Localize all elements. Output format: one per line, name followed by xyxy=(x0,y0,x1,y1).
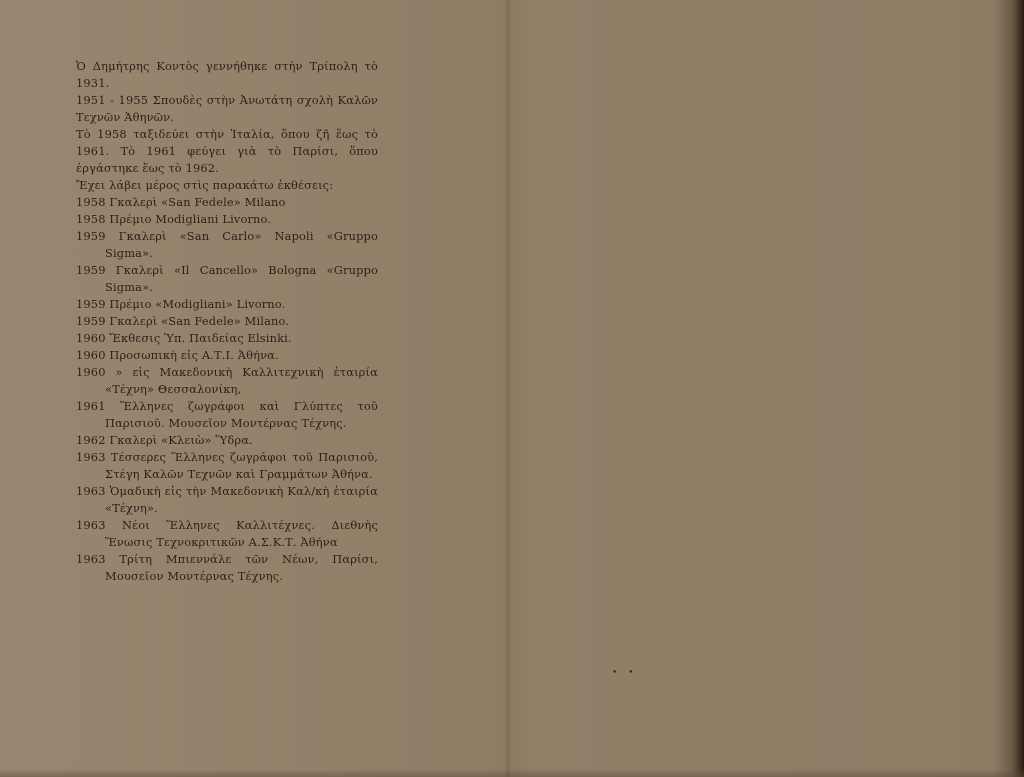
exhibition-item: 1963 Νέοι Ἕλληνες Καλλιτέχνες. Διεθνὴς Ἕνωσις Τεχνοκριτικῶν Α.Σ.Κ.Τ. Ἀθήνα xyxy=(76,518,378,549)
bio-line-birth: Ὁ Δημήτρης Κοντὸς γεννήθηκε στὴν Τρίπολη τὸ 1931. xyxy=(76,59,378,90)
exhibition-item: 1961 Ἕλληνες ζωγράφοι καὶ Γλύπτες τοῦ Παρισιοῦ. Μουσεῖον Μοντέρνας Τέχνης. xyxy=(76,399,378,430)
exhibition-item: 1958 Γκαλερὶ «San Fedele» Milano xyxy=(76,195,286,209)
bio-line-studies: 1951 - 1955 Σπουδὲς στὴν Ἀνωτάτη σχολὴ Καλῶν Τεχνῶν Ἀθηνῶν. xyxy=(76,93,378,124)
bio-line-exhibitions-intro: Ἔχει λάβει μέρος στὶς παρακάτω ἐκθέσεις: xyxy=(76,178,334,192)
exhibition-item: 1960 » εἰς Μακεδονικὴ Καλλιτεχνικὴ ἑταιρία «Τέχνη» Θεσσαλονίκη, xyxy=(76,365,378,396)
exhibition-item: 1959 Γκαλερὶ «Il Cancello» Bologna «Gruppo Sigma». xyxy=(76,263,378,294)
exhibition-item: 1959 Πρέμιο «Modigliani» Livorno. xyxy=(76,297,286,311)
bio-line-travels: Τὸ 1958 ταξιδεύει στὴν Ἰταλία, ὅπου ζῆ ἕως τὸ 1961. Τὸ 1961 φεύγει γιὰ τὸ Παρίσι, ὅπου ἐργάστηκε ἕως τὸ 1962. xyxy=(76,127,378,175)
exhibition-item: 1960 Ἔκθεσις Ὑπ. Παιδείας Elsinki. xyxy=(76,331,292,345)
exhibition-item: 1963 Τέσσερες Ἕλληνες ζωγράφοι τοῦ Παρισιοῦ, Στέγη Καλῶν Τεχνῶν καὶ Γραμμάτων Ἀθήνα. xyxy=(76,450,378,481)
exhibition-item: 1958 Πρέμιο Modigliani Livorno. xyxy=(76,212,272,226)
exhibition-item: 1963 Ὁμαδικὴ εἰς τὴν Μακεδονικὴ Καλ/κὴ ἑταιρία «Τέχνη». xyxy=(76,484,378,515)
exhibition-item: 1962 Γκαλερὶ «Κλειὼ» Ὕδρα. xyxy=(76,433,253,447)
exhibition-item: 1959 Γκαλερὶ «San Carlo» Napoli «Gruppo Sigma». xyxy=(76,229,378,260)
right-page-edge xyxy=(994,0,1024,777)
page-fold xyxy=(505,0,511,777)
page-dot-marks: • • xyxy=(612,668,638,678)
bottom-page-edge xyxy=(0,769,1024,777)
exhibition-item: 1963 Τρίτη Μπιεννάλε τῶν Νέων, Παρίσι, Μουσεῖον Μοντέρνας Τέχνης. xyxy=(76,552,378,583)
exhibition-item: 1960 Προσωπικὴ εἰς Α.Τ.Ι. Ἀθήνα. xyxy=(76,348,279,362)
biography-column xyxy=(76,58,378,585)
exhibition-item: 1959 Γκαλερὶ «San Fedele» Milano. xyxy=(76,314,290,328)
